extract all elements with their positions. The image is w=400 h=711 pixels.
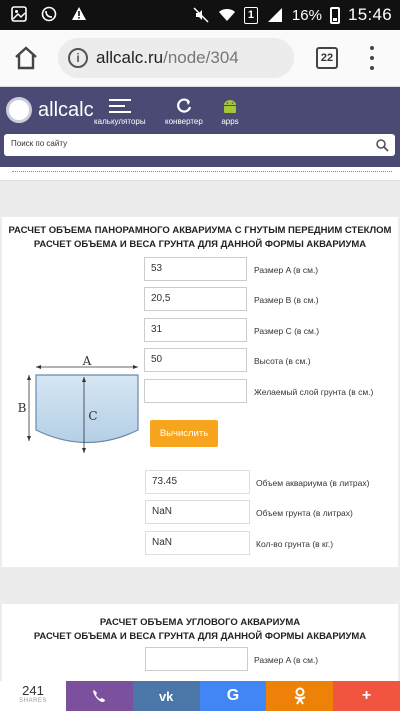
share-count: 241 SHARES	[19, 683, 47, 704]
status-bar	[0, 0, 400, 30]
soil-layer-input[interactable]	[144, 379, 247, 403]
share-bar	[0, 681, 400, 711]
site-logo[interactable]: allcalc	[6, 97, 94, 123]
share-viber-button[interactable]	[66, 681, 133, 711]
viber-notification-icon	[40, 5, 58, 23]
google-icon: G	[226, 687, 240, 704]
soil-layer-label: Желаемый слой грунта (в см.)	[254, 387, 374, 397]
notification-app-icon	[10, 5, 28, 23]
corner-size-a-label: Размер A (в см.)	[254, 655, 319, 665]
share-vk-button[interactable]	[133, 681, 200, 711]
diagram-label-b: B	[17, 401, 27, 415]
calc-title: РАСЧЕТ ОБЪЕМА ПАНОРАМНОГО АКВАРИУМА С ГНУТЫМ ПЕРЕДНИМ СТЕКЛОМ	[8, 225, 392, 236]
warning-icon	[70, 5, 88, 23]
tab-switcher-button[interactable]: 22	[316, 47, 338, 69]
nav-calculators[interactable]: калькуляторы	[94, 95, 146, 126]
nav-converter[interactable]: конвертер	[165, 95, 203, 126]
previous-card-bottom	[0, 167, 400, 181]
height-label: Высота (в см.)	[254, 356, 311, 366]
odnoklassniki-icon	[293, 687, 307, 705]
size-a-input[interactable]: 53	[144, 257, 247, 281]
battery-percent: 16%	[291, 6, 322, 24]
home-icon[interactable]	[12, 44, 40, 72]
refresh-icon	[165, 95, 203, 117]
size-c-label: Размер C (в см.)	[254, 326, 320, 336]
aquarium-diagram	[14, 355, 144, 460]
wifi-icon	[218, 6, 236, 24]
calc2-title: РАСЧЕТ ОБЪЕМА УГЛОВОГО АКВАРИУМА	[99, 617, 301, 628]
android-icon	[221, 95, 239, 117]
info-icon[interactable]: i	[68, 48, 88, 68]
signal-icon	[266, 6, 284, 24]
mute-icon	[192, 6, 210, 24]
viber-icon	[91, 688, 107, 704]
battery-icon	[330, 7, 340, 24]
overflow-menu-icon[interactable]	[368, 46, 376, 70]
plus-icon: +	[361, 687, 372, 704]
browser-toolbar	[0, 30, 400, 87]
calc2-subtitle: РАСЧЕТ ОБЪЕМА И ВЕСА ГРУНТА ДЛЯ ДАННОЙ ФОРМЫ АКВАРИУМА	[33, 631, 367, 642]
calculate-button[interactable]: Вычислить	[150, 420, 218, 447]
size-a-label: Размер A (в см.)	[254, 265, 319, 275]
soil-weight-label: Кол-во грунта (в кг.)	[256, 539, 334, 549]
nav-apps[interactable]: apps	[221, 95, 239, 126]
site-header	[0, 87, 400, 177]
size-c-input[interactable]: 31	[144, 318, 247, 342]
url-text[interactable]: allcalc.ru/node/304	[96, 48, 239, 67]
sim-icon: 1	[244, 7, 258, 24]
aquarium-volume-result: 73.45	[145, 470, 250, 494]
corner-size-a-input[interactable]	[145, 647, 248, 671]
diagram-label-c: C	[88, 409, 98, 423]
share-ok-button[interactable]	[266, 681, 333, 711]
soil-weight-result: NaN	[145, 531, 250, 555]
calculator-panoramic	[2, 217, 398, 567]
search-icon[interactable]	[375, 138, 389, 152]
height-input[interactable]: 50	[144, 348, 247, 372]
vk-icon: vk	[158, 688, 174, 704]
size-b-input[interactable]: 20,5	[144, 287, 247, 311]
soil-volume-result: NaN	[145, 500, 250, 524]
share-google-button[interactable]	[200, 681, 267, 711]
share-more-button[interactable]	[333, 681, 400, 711]
logo-icon	[6, 97, 32, 123]
soil-volume-label: Объем грунта (в литрах)	[256, 508, 353, 518]
diagram-label-a: A	[82, 355, 92, 368]
hamburger-icon	[94, 95, 146, 117]
calc-subtitle: РАСЧЕТ ОБЪЕМА И ВЕСА ГРУНТА ДЛЯ ДАННОЙ ФОРМЫ АКВАРИУМА	[33, 239, 367, 250]
aquarium-volume-label: Объем аквариума (в литрах)	[256, 478, 370, 488]
address-bar[interactable]	[58, 38, 294, 78]
size-b-label: Размер B (в см.)	[254, 295, 319, 305]
site-search-input[interactable]: Поиск по сайту	[4, 134, 395, 156]
clock: 15:46	[347, 5, 392, 24]
